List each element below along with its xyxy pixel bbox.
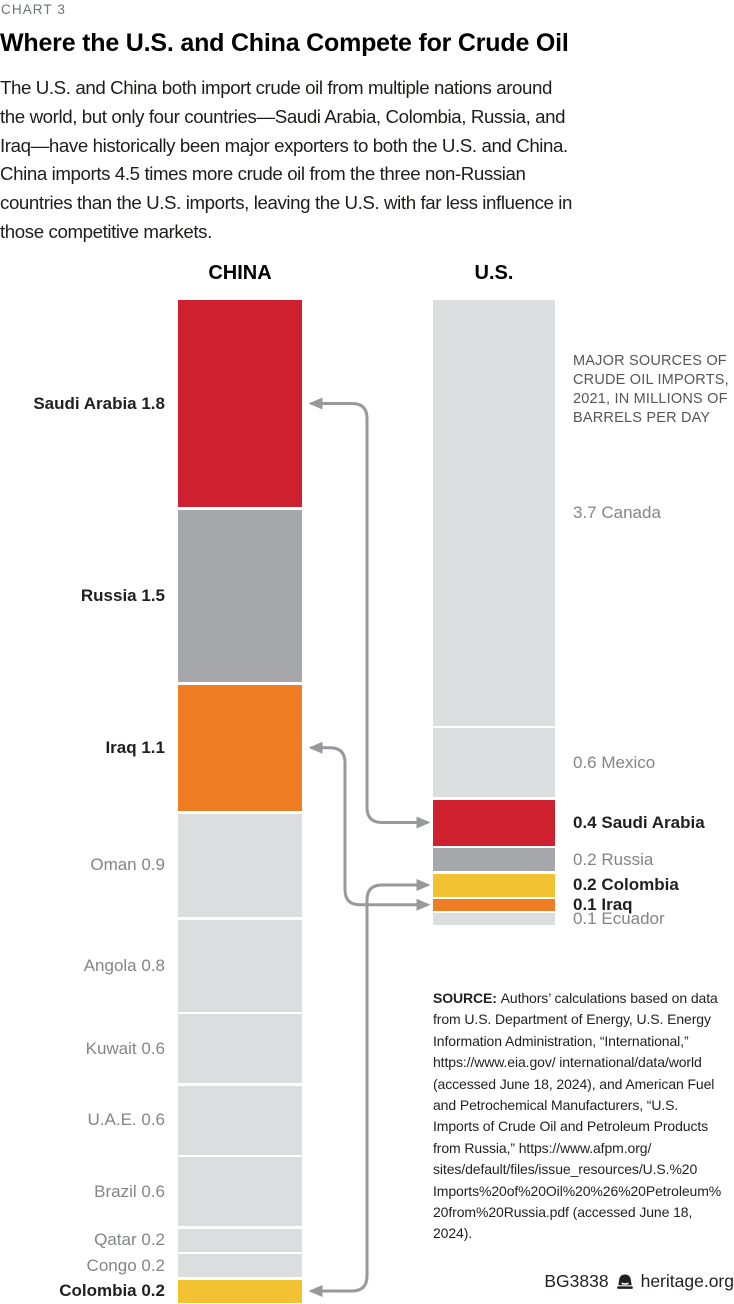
intro-line-5: countries than the U.S. imports, leaving the U.S. with far less influence in [0, 192, 573, 214]
segment-u-s-saudi-arabia [433, 800, 555, 846]
segment-china-russia [178, 510, 302, 683]
source-line-2: from U.S. Department of Energy, U.S. Energy [433, 1011, 711, 1028]
segment-china-congo [178, 1254, 302, 1277]
segment-u-s-canada [433, 300, 555, 726]
segment-china-colombia [178, 1280, 302, 1303]
source-line-4: https://www.eia.gov/ international/data/world [433, 1054, 702, 1071]
footer-report-id: BG3838 [544, 1271, 609, 1291]
label-u-s-mexico: 0.6 Mexico [573, 752, 656, 772]
label-china-u-a-e: U.A.E. 0.6 [87, 1110, 165, 1129]
annotation-line-3: 2021, IN MILLIONS OF [573, 391, 728, 407]
label-u-s-iraq: 0.1 Iraq [573, 894, 633, 914]
segment-china-u-a-e [178, 1086, 302, 1155]
connector-colombia [311, 885, 428, 1291]
intro-line-6: those competitive markets. [0, 220, 212, 242]
source-line-9: sites/default/files/issue_resources/U.S.%20 [433, 1161, 698, 1178]
label-china-kuwait: Kuwait 0.6 [85, 1038, 165, 1058]
segment-china-brazil [178, 1157, 302, 1226]
source-line-6: and Petrochemical Manufacturers, “U.S. [433, 1097, 679, 1114]
label-china-qatar: Qatar 0.2 [94, 1230, 165, 1249]
segment-u-s-colombia [433, 874, 555, 897]
label-china-congo: Congo 0.2 [86, 1255, 165, 1275]
label-china-oman: Oman 0.9 [90, 855, 165, 875]
label-u-s-colombia: 0.2 Colombia [573, 875, 679, 894]
segment-u-s-russia [433, 848, 555, 871]
segment-china-iraq [178, 685, 302, 812]
source-line-7: Imports of Crude Oil and Petroleum Products [433, 1118, 709, 1135]
heritage-bell-icon [616, 1274, 634, 1290]
label-china-saudi-arabia: Saudi Arabia 1.8 [33, 393, 165, 413]
source-line-11: 20from%20Russia.pdf (accessed June 18, [433, 1204, 693, 1221]
segment-china-kuwait [178, 1014, 302, 1083]
source-note [433, 988, 734, 1245]
source-line-8: from Russia,” https://www.afpm.org/ [433, 1139, 652, 1156]
segment-u-s-ecuador [433, 913, 555, 925]
segment-u-s-iraq [433, 899, 555, 911]
annotation-line-2: CRUDE OIL IMPORTS, [573, 372, 729, 388]
annotation-line-4: BARRELS PER DAY [573, 410, 711, 426]
source-line-10: Imports%20of%20Oil%20%26%20Petroleum% [433, 1182, 722, 1199]
segment-china-saudi-arabia [178, 300, 302, 507]
label-u-s-saudi-arabia: 0.4 Saudi Arabia [573, 812, 705, 832]
annotation-line-1: MAJOR SOURCES OF [573, 353, 727, 369]
segment-china-qatar [178, 1229, 302, 1252]
column-header-china: CHINA [208, 262, 272, 284]
source-line-12: 2024). [433, 1225, 473, 1242]
source-label: SOURCE: [433, 990, 501, 1006]
unit-annotation [573, 352, 729, 428]
label-u-s-russia: 0.2 Russia [573, 849, 654, 869]
footer [544, 1271, 734, 1292]
label-china-iraq: Iraq 1.1 [105, 737, 165, 757]
intro-line-4: China imports 4.5 times more crude oil from the three non-Russian [0, 163, 526, 185]
intro-line-3: Iraq—have historically been major exporters to both the U.S. and China. [0, 134, 568, 156]
label-china-russia: Russia 1.5 [80, 585, 165, 605]
source-line-5: (accessed June 18, 2024), and American Fuel [433, 1075, 715, 1092]
footer-site: heritage.org [640, 1271, 734, 1291]
label-china-colombia: Colombia 0.2 [59, 1281, 165, 1300]
label-u-s-canada: 3.7 Canada [573, 502, 661, 522]
intro-line-2: the world, but only four countries—Saudi Arabia, Colombia, Russia, and [0, 105, 566, 127]
segment-china-oman [178, 814, 302, 918]
page-title: Where the U.S. and China Compete for Crude Oil [0, 29, 569, 57]
source-line-3: Information Administration, “International,” [433, 1032, 689, 1049]
label-china-angola: Angola 0.8 [83, 955, 165, 975]
column-header-u-s: U.S. [474, 262, 514, 284]
source-line-1: SOURCE: Authors’ calculations based on data [433, 990, 718, 1006]
label-u-s-ecuador: 0.1 Ecuador [573, 908, 665, 928]
label-china-brazil: Brazil 0.6 [94, 1181, 165, 1201]
segment-china-angola [178, 920, 302, 1012]
intro-line-1: The U.S. and China both import crude oil from multiple nations around [0, 77, 553, 98]
connector-iraq [311, 748, 428, 905]
segment-u-s-mexico [433, 728, 555, 797]
connector-saudi-arabia [311, 404, 428, 823]
chart-kicker: CHART 3 [1, 2, 66, 17]
